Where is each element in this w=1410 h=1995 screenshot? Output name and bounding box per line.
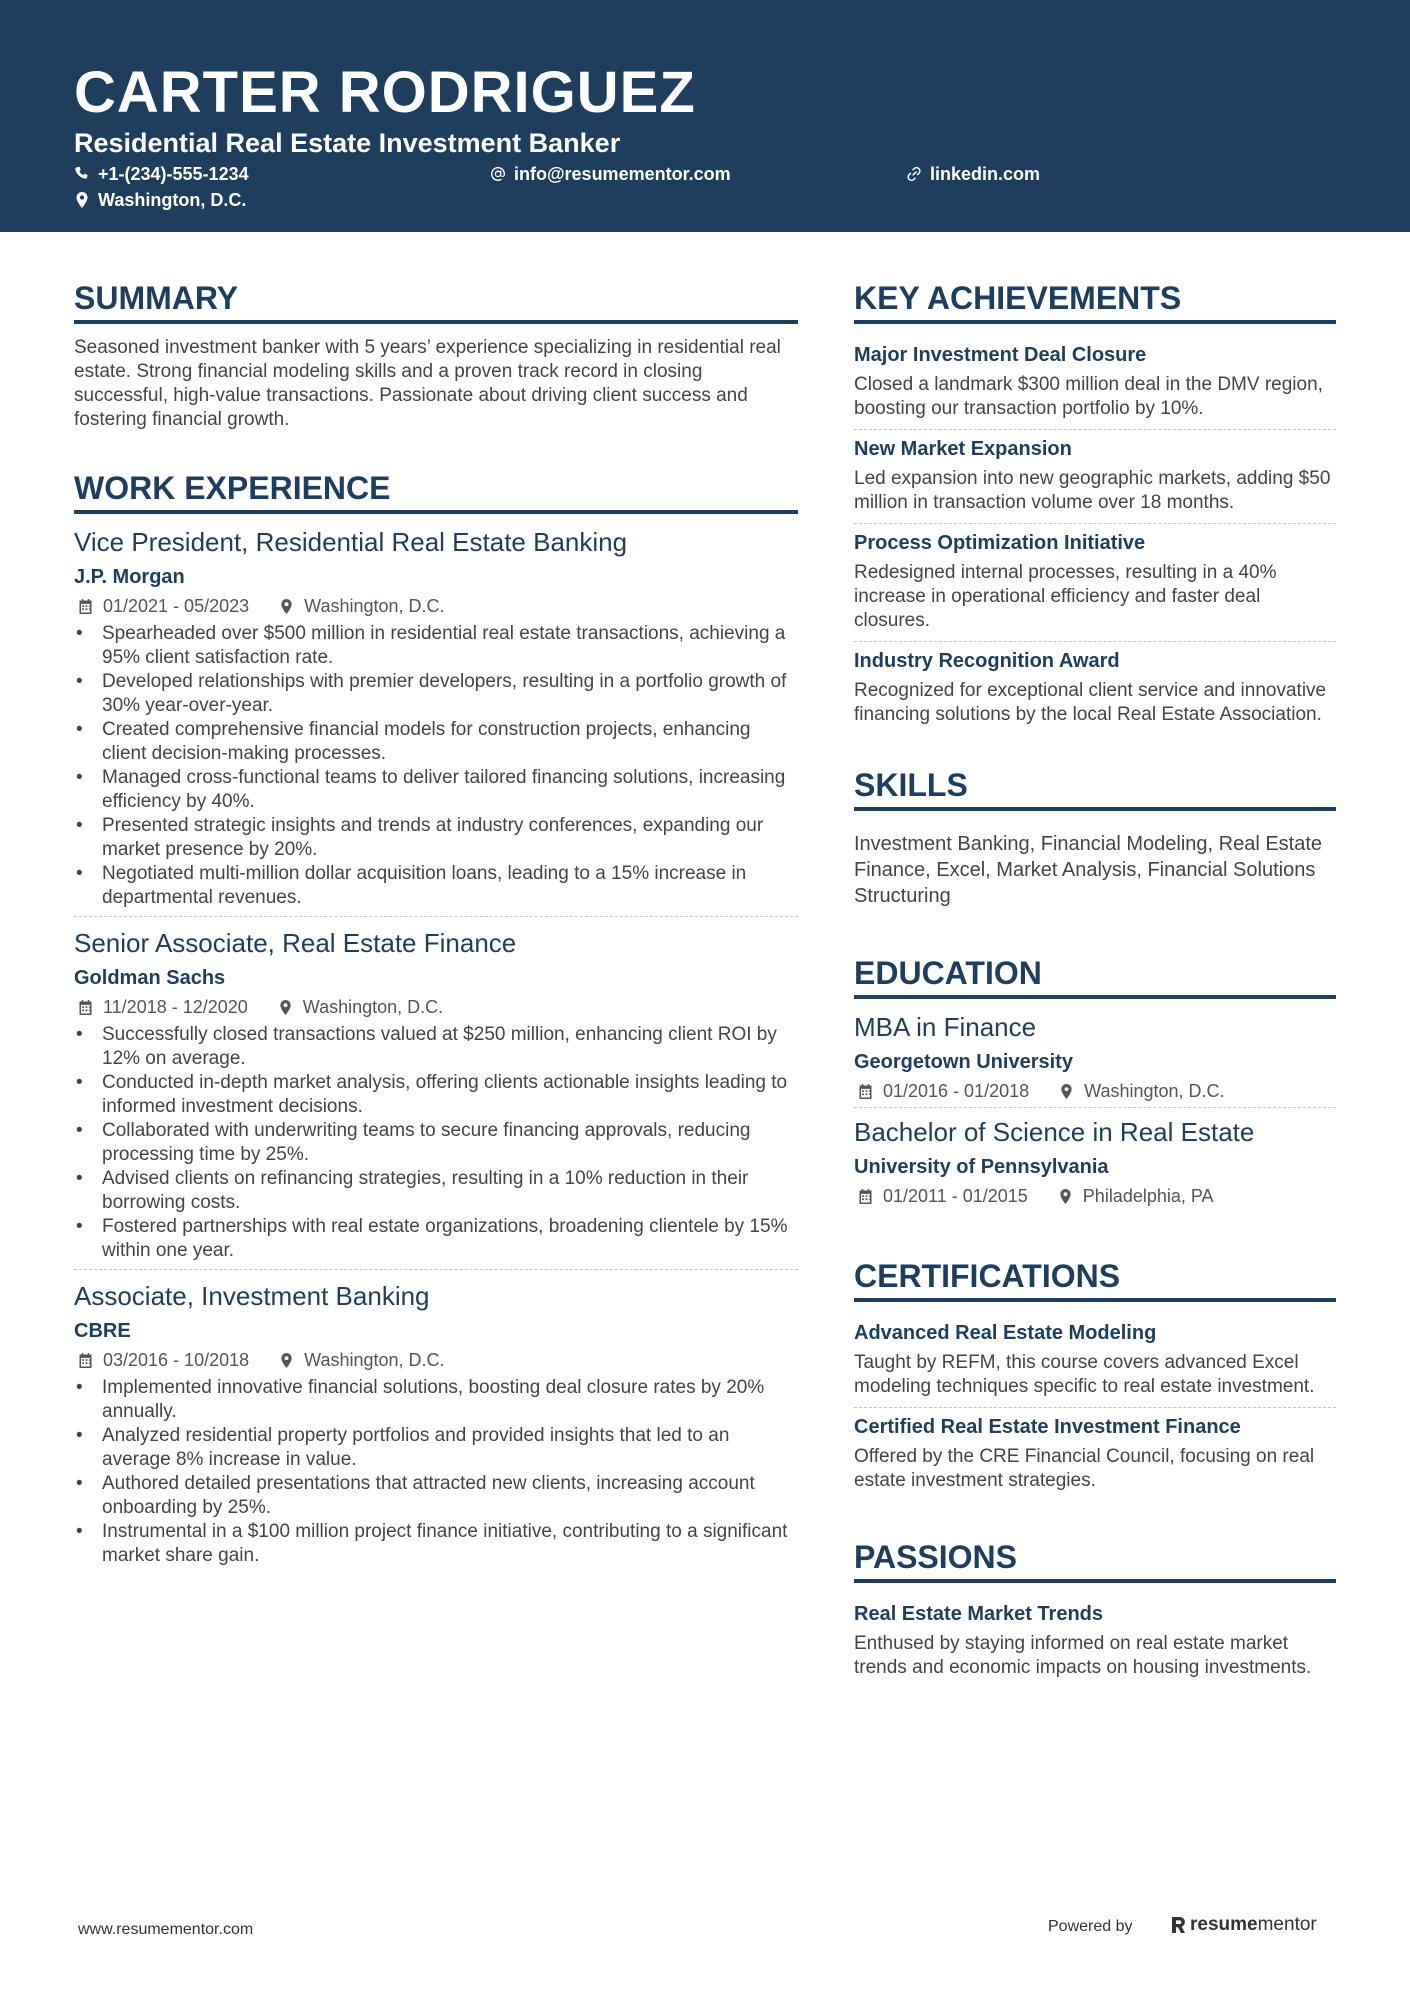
- education-meta: [854, 1184, 1336, 1208]
- education-dates: 01/2011 - 01/2015: [883, 1186, 1028, 1206]
- job-dates: 03/2016 - 10/2018: [103, 1350, 250, 1370]
- certification-item: [854, 1314, 1336, 1407]
- education-section: [854, 953, 1336, 1212]
- summary-text: Seasoned investment banker with 5 years’ experience specializing in residential real estate. Strong financial modeling skills and a proven track record in closing successful, high-value transactions. Passionate about driving client success and fostering financial growth.: [74, 337, 781, 430]
- education-school: University of Pennsylvania: [854, 1156, 1109, 1178]
- achievement-item: [854, 641, 1336, 735]
- list-item: • Implemented innovative financial solutions, boosting deal closure rates by 20% annually.: [74, 1376, 798, 1424]
- list-item: • Presented strategic insights and trends at industry conferences, expanding our market presence by 20%.: [74, 814, 798, 862]
- calendar-icon: [78, 1353, 93, 1368]
- powered-by-label: Powered by: [1048, 1918, 1133, 1935]
- brand-logo[interactable]: [1170, 1914, 1317, 1936]
- achievement-desc: Closed a landmark $300 million deal in the DMV region, boosting our transaction portfolio by 10%.: [854, 374, 1323, 419]
- job-meta: [74, 1348, 798, 1372]
- list-item: • Negotiated multi-million dollar acquisition loans, leading to a 15% increase in departmental revenues.: [74, 862, 798, 910]
- passions-section: [854, 1537, 1336, 1688]
- job-bullets: [74, 622, 798, 910]
- certifications-section: [854, 1256, 1336, 1501]
- education-entry: [854, 1107, 1336, 1212]
- list-item: • Collaborated with underwriting teams to secure financing approvals, reducing processing time by 25%.: [74, 1119, 798, 1167]
- resume-header: [0, 0, 1410, 232]
- linkedin-text[interactable]: linkedin.com: [930, 164, 1041, 184]
- list-item: • Conducted in-depth market analysis, offering clients actionable insights leading to informed investment decisions.: [74, 1071, 798, 1119]
- certification-title: Certified Real Estate Investment Finance: [854, 1416, 1241, 1438]
- brand-name-bold: resume: [1190, 1914, 1258, 1935]
- location-pin-icon: [1059, 1084, 1074, 1099]
- skills-section: [854, 765, 1336, 909]
- passion-item: [854, 1595, 1336, 1688]
- skills-text: Investment Banking, Financial Modeling, Real Estate Finance, Excel, Market Analysis, Financial Solutions Structuring: [854, 833, 1323, 907]
- education-location: Philadelphia, PA: [1082, 1186, 1214, 1206]
- contact-phone: [74, 163, 249, 185]
- education-school: Georgetown University: [854, 1051, 1073, 1073]
- job-role: Vice President, Residential Real Estate Banking: [74, 527, 628, 557]
- location-pin-icon: [279, 599, 294, 614]
- summary-section: [74, 278, 798, 432]
- job-company: Goldman Sachs: [74, 967, 226, 989]
- email-text[interactable]: info@resumementor.com: [514, 164, 731, 184]
- list-item: • Authored detailed presentations that attracted new clients, increasing account onboarding by 25%.: [74, 1472, 798, 1520]
- list-item: • Analyzed residential property portfolios and provided insights that led to an average 8% increase in value.: [74, 1424, 798, 1472]
- list-item: • Managed cross-functional teams to deliver tailored financing solutions, increasing efficiency by 40%.: [74, 766, 798, 814]
- job-company: J.P. Morgan: [74, 566, 185, 588]
- job-meta: [74, 995, 798, 1019]
- phone-text: +1-(234)-555-1234: [98, 164, 249, 184]
- education-meta: [854, 1079, 1336, 1103]
- job-role: Senior Associate, Real Estate Finance: [74, 928, 517, 958]
- education-heading: EDUCATION: [854, 953, 1336, 999]
- phone-icon: [74, 166, 90, 182]
- right-column: [854, 278, 1336, 1688]
- education-dates: 01/2016 - 01/2018: [883, 1081, 1030, 1101]
- achievements-section: [854, 278, 1336, 735]
- job-location: Washington, D.C.: [302, 997, 444, 1017]
- achievements-heading: KEY ACHIEVEMENTS: [854, 278, 1336, 324]
- experience-heading: WORK EXPERIENCE: [74, 468, 798, 514]
- calendar-icon: [78, 599, 93, 614]
- list-item: • Advised clients on refinancing strategies, resulting in a 10% reduction in their borrowing costs.: [74, 1167, 798, 1215]
- list-item: • Developed relationships with premier developers, resulting in a portfolio growth of 30% year-over-year.: [74, 670, 798, 718]
- education-location: Washington, D.C.: [1084, 1081, 1225, 1101]
- list-item: • Spearheaded over $500 million in residential real estate transactions, achieving a 95% client satisfaction rate.: [74, 622, 798, 670]
- job-meta: [74, 594, 798, 618]
- summary-heading: SUMMARY: [74, 278, 798, 324]
- footer-url[interactable]: www.resumementor.com: [78, 1921, 254, 1938]
- job-dates: 11/2018 - 12/2020: [103, 997, 248, 1017]
- achievement-item: [854, 523, 1336, 641]
- achievement-item: [854, 429, 1336, 523]
- achievement-title: Industry Recognition Award: [854, 650, 1120, 672]
- achievement-desc: Redesigned internal processes, resulting in a 40% increase in operational efficiency and faster deal closures.: [854, 562, 1277, 631]
- job-dates: 01/2021 - 05/2023: [103, 596, 250, 616]
- certifications-heading: CERTIFICATIONS: [854, 1256, 1336, 1302]
- list-item: • Instrumental in a $100 million project finance initiative, contributing to a significant market share gain.: [74, 1520, 798, 1568]
- certification-item: [854, 1407, 1336, 1501]
- job-location: Washington, D.C.: [304, 596, 445, 616]
- skills-heading: SKILLS: [854, 765, 1336, 811]
- job-bullets: [74, 1376, 798, 1568]
- job-entry: [74, 526, 798, 916]
- contact-email[interactable]: [490, 163, 731, 185]
- calendar-icon: [858, 1084, 873, 1099]
- candidate-title: Residential Real Estate Investment Banker: [74, 128, 621, 158]
- brand-name-light: mentor: [1257, 1914, 1317, 1935]
- education-entry: [854, 1011, 1336, 1107]
- candidate-name: CARTER RODRIGUEZ: [74, 60, 696, 125]
- passion-title: Real Estate Market Trends: [854, 1603, 1103, 1625]
- achievement-desc: Recognized for exceptional client service and innovative financing solutions by the local Real Estate Association.: [854, 680, 1327, 725]
- passion-desc: Enthused by staying informed on real estate market trends and economic impacts on housing investments.: [854, 1633, 1312, 1678]
- list-item: • Created comprehensive financial models for construction projects, enhancing client decision-making processes.: [74, 718, 798, 766]
- list-item: • Fostered partnerships with real estate organizations, broadening clientele by 15% within one year.: [74, 1215, 798, 1263]
- passions-heading: PASSIONS: [854, 1537, 1336, 1583]
- calendar-icon: [78, 1000, 93, 1015]
- education-degree: MBA in Finance: [854, 1012, 1037, 1042]
- location-text: Washington, D.C.: [98, 190, 247, 210]
- calendar-icon: [858, 1189, 873, 1204]
- left-column: [74, 278, 798, 1574]
- job-location: Washington, D.C.: [304, 1350, 445, 1370]
- achievement-title: Process Optimization Initiative: [854, 532, 1146, 554]
- location-pin-icon: [74, 192, 90, 208]
- job-bullets: [74, 1023, 798, 1263]
- link-icon: [906, 166, 922, 182]
- resumementor-logo-icon: [1170, 1915, 1186, 1935]
- job-entry: [74, 1269, 798, 1574]
- certification-title: Advanced Real Estate Modeling: [854, 1322, 1157, 1344]
- certification-desc: Taught by REFM, this course covers advanced Excel modeling techniques specific to real estate investment.: [854, 1352, 1315, 1397]
- achievement-title: Major Investment Deal Closure: [854, 344, 1147, 366]
- achievement-title: New Market Expansion: [854, 438, 1072, 460]
- job-company: CBRE: [74, 1320, 131, 1342]
- job-role: Associate, Investment Banking: [74, 1281, 430, 1311]
- contact-linkedin[interactable]: [906, 163, 1040, 185]
- achievement-item: [854, 336, 1336, 429]
- contact-location: [74, 189, 246, 211]
- job-entry: [74, 916, 798, 1269]
- education-degree: Bachelor of Science in Real Estate: [854, 1117, 1255, 1147]
- at-sign-icon: [490, 166, 506, 182]
- experience-section: [74, 468, 798, 1574]
- location-pin-icon: [279, 1353, 294, 1368]
- location-pin-icon: [1058, 1189, 1073, 1204]
- certification-desc: Offered by the CRE Financial Council, focusing on real estate investment strategies.: [854, 1446, 1315, 1491]
- location-pin-icon: [278, 1000, 293, 1015]
- achievement-desc: Led expansion into new geographic markets, adding $50 million in transaction volume over 18 months.: [854, 468, 1331, 513]
- list-item: • Successfully closed transactions valued at $250 million, enhancing client ROI by 12% on average.: [74, 1023, 798, 1071]
